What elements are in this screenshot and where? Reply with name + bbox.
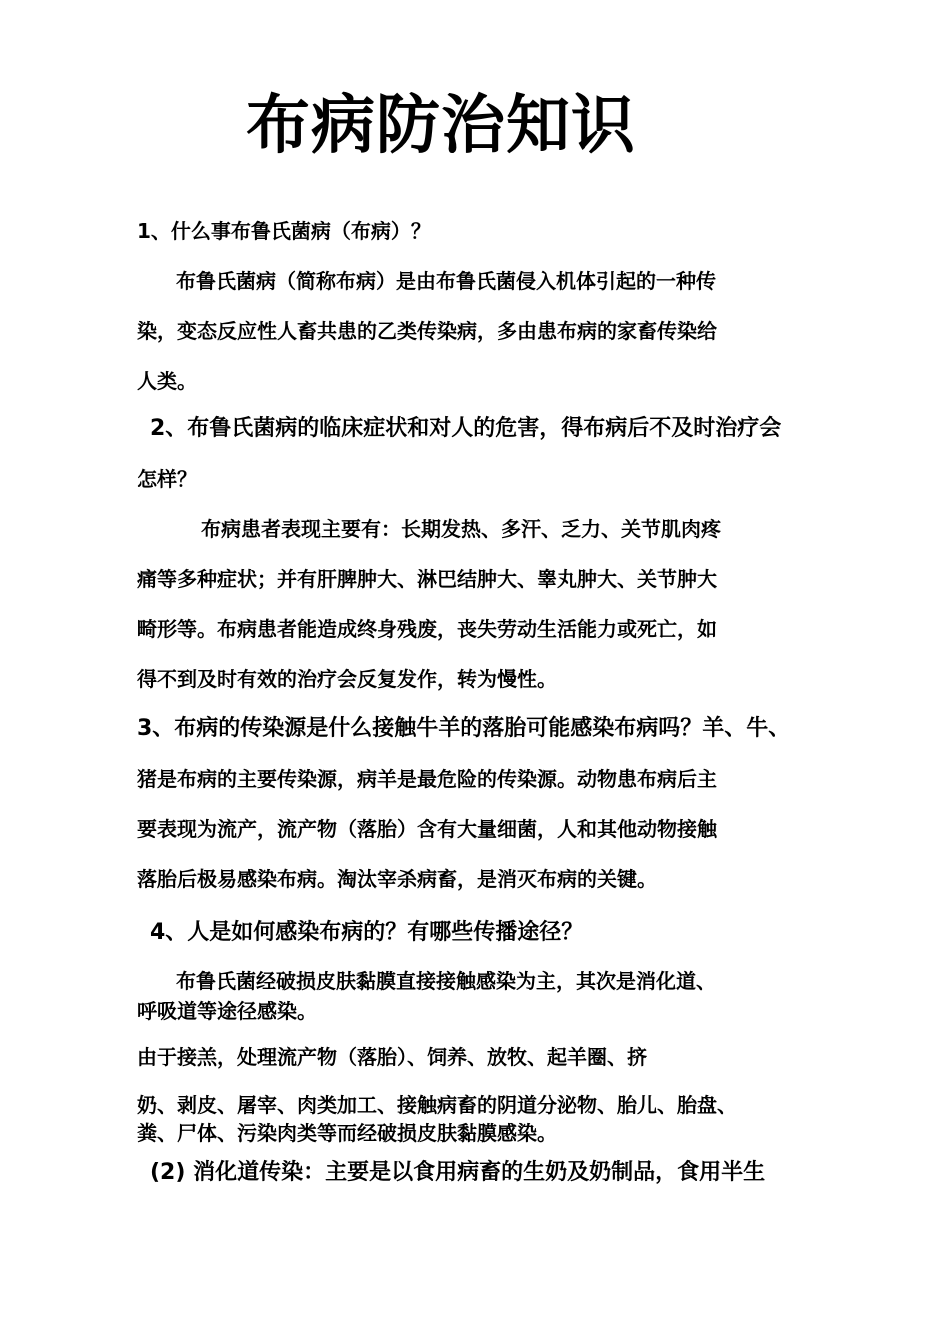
q1-paragraph-line: 染，变态反应性人畜共患的乙类传染病，多由患布病的家畜传染给 [137,319,717,343]
q4-paragraph-line: 粪、尸体、污染肉类等而经破损皮肤黏膜感染。 [137,1121,557,1145]
q4-item-2: (2) 消化道传染：主要是以食用病畜的生奶及奶制品，食用半生 [150,1160,766,1185]
q1-paragraph-line: 人类。 [137,369,197,393]
q2-paragraph-line: 畸形等。布病患者能造成终身残废，丧失劳动生活能力或死亡，如 [137,617,717,641]
q2-heading: 2、布鲁氏菌病的临床症状和对人的危害，得布病后不及时治疗会 [150,416,782,441]
q4-paragraph-line: 由于接羔，处理流产物（落胎）、饲养、放牧、起羊圈、挤 [137,1045,647,1069]
q3-paragraph-line: 要表现为流产，流产物（落胎）含有大量细菌，人和其他动物接触 [137,817,717,841]
q3-paragraph-line: 猪是布病的主要传染源，病羊是最危险的传染源。动物患布病后主 [137,767,717,791]
q1-paragraph-line: 布鲁氏菌病（简称布病）是由布鲁氏菌侵入机体引起的一种传 [176,269,716,293]
q2-paragraph-line: 得不到及时有效的治疗会反复发作，转为慢性。 [137,667,557,691]
q1-heading: 1、什么事布鲁氏菌病（布病）？ [137,219,431,243]
q2-heading: 怎样？ [137,467,197,491]
q3-paragraph-line: 落胎后极易感染布病。淘汰宰杀病畜，是消灭布病的关键。 [137,867,657,891]
document-title: 布病防治知识 [246,89,636,163]
q2-paragraph-line: 痛等多种症状；并有肝脾肿大、淋巴结肿大、睾丸肿大、关节肿大 [137,567,717,591]
q4-paragraph-line: 布鲁氏菌经破损皮肤黏膜直接接触感染为主，其次是消化道、 [176,969,716,993]
q4-paragraph-line: 呼吸道等途径感染。 [137,999,317,1023]
q4-paragraph-line: 奶、剥皮、屠宰、肉类加工、接触病畜的阴道分泌物、胎儿、胎盘、 [137,1093,737,1117]
q4-heading: 4、人是如何感染布病的？有哪些传播途径？ [150,920,584,945]
q2-paragraph-line: 布病患者表现主要有：长期发热、多汗、乏力、关节肌肉疼 [201,517,721,541]
q3-paragraph-line: 3、布病的传染源是什么接触牛羊的落胎可能感染布病吗？羊、牛、 [137,716,791,741]
